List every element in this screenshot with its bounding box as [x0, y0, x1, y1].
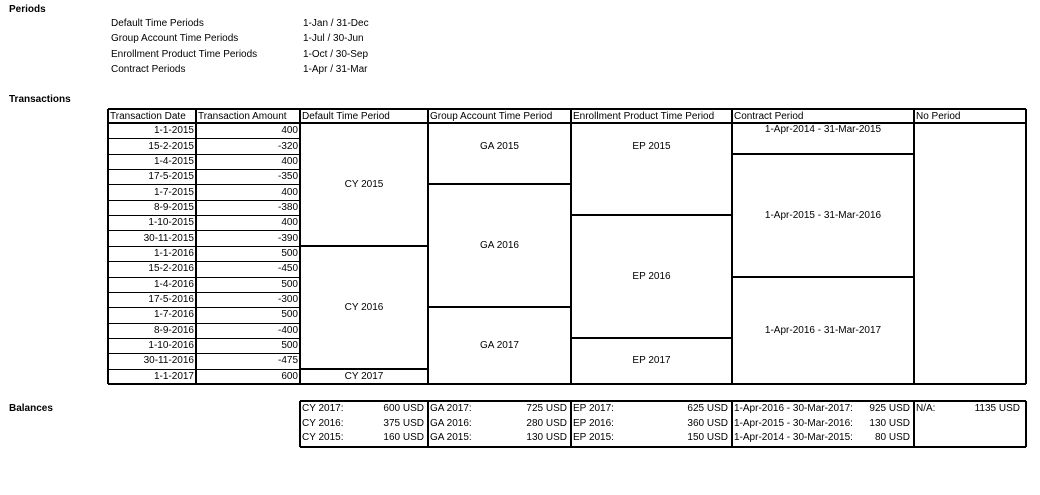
column-header: Transaction Date [110, 110, 186, 122]
balance-label: CY 2015: [302, 432, 344, 443]
periods-title: Periods [9, 4, 46, 15]
grid-line [108, 108, 1026, 110]
balance-label: EP 2017: [573, 403, 614, 414]
grid-line [196, 277, 300, 278]
grid-line [196, 184, 300, 185]
balance-label: 1-Apr-2016 - 30-Mar-2017: [734, 403, 853, 414]
transaction-amount: -400 [277, 324, 298, 336]
transaction-amount: -320 [277, 140, 298, 152]
balances-title: Balances [9, 403, 53, 414]
transaction-amount: 500 [281, 309, 298, 321]
grid-line [108, 323, 196, 324]
balance-label: 1-Apr-2015 - 30-Mar-2016: [734, 417, 853, 429]
transaction-amount: 500 [281, 247, 298, 259]
balance-amount: 925 USD [869, 403, 910, 414]
transaction-date: 8-9-2016 [153, 324, 194, 336]
column-header: Transaction Amount [198, 110, 287, 122]
transaction-date: 1-4-2016 [153, 278, 194, 290]
grid-line [108, 122, 1026, 124]
grid-line [196, 353, 300, 354]
grid-line [196, 369, 300, 370]
grid-line [570, 109, 572, 384]
period-block: EP 2017 [632, 355, 671, 367]
balance-amount: 375 USD [383, 417, 424, 429]
period-block: EP 2016 [632, 271, 671, 283]
transaction-date: 1-7-2015 [153, 186, 194, 198]
transaction-date: 1-7-2016 [153, 309, 194, 321]
grid-line [300, 400, 1026, 402]
grid-line [196, 323, 300, 324]
transaction-amount: 400 [281, 155, 298, 167]
grid-line [108, 230, 196, 231]
transaction-date: 1-10-2016 [148, 340, 194, 352]
grid-line [108, 215, 196, 216]
transaction-date: 30-11-2016 [143, 355, 194, 367]
grid-line [196, 200, 300, 201]
transaction-date: 1-4-2015 [153, 155, 194, 167]
transaction-amount: -300 [277, 294, 298, 306]
grid-line [300, 245, 428, 247]
transaction-date: 1-1-2016 [153, 247, 194, 259]
period-block: 1-Apr-2014 - 31-Mar-2015 [764, 124, 882, 135]
grid-line [195, 109, 197, 384]
transaction-date: 1-1-2015 [153, 125, 194, 137]
grid-line [299, 109, 301, 384]
balance-amount: 130 USD [526, 432, 567, 443]
transactions-title: Transactions [9, 94, 71, 105]
grid-line [108, 154, 196, 155]
balance-label: GA 2015: [430, 432, 472, 443]
balance-label: EP 2016: [573, 417, 614, 429]
grid-line [108, 353, 196, 354]
grid-line [299, 401, 301, 447]
period-value: 1-Oct / 30-Sep [303, 48, 369, 60]
period-block: GA 2016 [480, 240, 519, 252]
balance-label: CY 2016: [302, 417, 344, 429]
column-header: Default Time Period [302, 110, 390, 122]
transaction-amount: 400 [281, 217, 298, 229]
transaction-amount: -350 [277, 171, 298, 183]
grid-line [1025, 109, 1027, 384]
grid-line [196, 307, 300, 308]
transaction-date: 15-2-2016 [148, 263, 194, 275]
transaction-amount: -390 [277, 232, 298, 244]
transaction-date: 1-10-2015 [148, 217, 194, 229]
balance-amount: 150 USD [687, 432, 728, 443]
balance-amount: 130 USD [869, 417, 910, 429]
grid-line [196, 230, 300, 231]
grid-line [108, 246, 196, 247]
period-value: 1-Jul / 30-Jun [303, 33, 364, 45]
grid-line [427, 109, 429, 384]
column-header: Enrollment Product Time Period [573, 110, 715, 122]
grid-line [570, 401, 572, 447]
column-header: Contract Period [734, 110, 804, 122]
transaction-amount: 400 [281, 186, 298, 198]
grid-line [731, 109, 733, 384]
period-block: GA 2017 [480, 340, 519, 352]
period-value: 1-Jan / 31-Dec [303, 18, 369, 29]
grid-line [427, 401, 429, 447]
balance-label: EP 2015: [573, 432, 614, 443]
grid-line [196, 246, 300, 247]
period-label: Default Time Periods [111, 18, 204, 29]
period-value: 1-Apr / 31-Mar [303, 63, 368, 75]
period-label: Enrollment Product Time Periods [111, 48, 258, 60]
balance-amount: 625 USD [687, 403, 728, 414]
transaction-amount: 500 [281, 340, 298, 352]
balance-amount: 1135 USD [974, 403, 1020, 414]
grid-line [571, 214, 732, 216]
balance-label: 1-Apr-2014 - 30-Mar-2015: [734, 432, 853, 443]
balance-amount: 360 USD [687, 417, 728, 429]
grid-line [108, 383, 1026, 385]
grid-line [300, 368, 428, 370]
balance-label: GA 2016: [430, 417, 472, 429]
grid-line [108, 184, 196, 185]
transaction-amount: 500 [281, 278, 298, 290]
grid-line [196, 138, 300, 139]
period-block: GA 2015 [480, 140, 519, 152]
grid-line [196, 261, 300, 262]
grid-line [732, 276, 914, 278]
grid-line [300, 446, 1026, 448]
grid-line [731, 401, 733, 447]
grid-line [428, 183, 571, 185]
grid-line [108, 292, 196, 293]
period-block: EP 2015 [632, 140, 671, 152]
grid-line [196, 154, 300, 155]
grid-line [913, 401, 915, 447]
period-block: CY 2015 [344, 178, 384, 190]
grid-line [196, 215, 300, 216]
transaction-amount: 400 [281, 125, 298, 137]
balance-amount: 725 USD [526, 403, 567, 414]
transaction-date: 15-2-2015 [148, 140, 194, 152]
period-block: CY 2017 [344, 370, 384, 382]
grid-line [108, 169, 196, 170]
transaction-date: 1-1-2017 [153, 370, 194, 382]
grid-line [108, 338, 196, 339]
grid-line [107, 109, 109, 384]
transaction-date: 17-5-2016 [148, 294, 194, 306]
grid-line [108, 261, 196, 262]
grid-line [571, 337, 732, 339]
transaction-date: 17-5-2015 [148, 171, 194, 183]
grid-line [196, 338, 300, 339]
transaction-amount: -380 [277, 201, 298, 213]
grid-line [428, 306, 571, 308]
period-block: 1-Apr-2016 - 31-Mar-2017 [764, 324, 882, 336]
column-header: Group Account Time Period [430, 110, 553, 122]
balance-label: CY 2017: [302, 403, 344, 414]
balance-amount: 280 USD [526, 417, 567, 429]
balance-amount: 160 USD [383, 432, 424, 443]
period-label: Group Account Time Periods [111, 33, 239, 45]
grid-line [1025, 401, 1027, 447]
grid-line [108, 369, 196, 370]
grid-line [108, 307, 196, 308]
transaction-date: 8-9-2015 [153, 201, 194, 213]
balance-label: GA 2017: [430, 403, 472, 414]
grid-line [108, 138, 196, 139]
balance-label: N/A: [916, 403, 936, 414]
balance-amount: 600 USD [383, 403, 424, 414]
grid-line [196, 169, 300, 170]
transaction-amount: -475 [277, 355, 298, 367]
grid-line [196, 292, 300, 293]
grid-line [108, 277, 196, 278]
grid-line [732, 153, 914, 155]
grid-line [108, 200, 196, 201]
transaction-amount: -450 [277, 263, 298, 275]
period-label: Contract Periods [111, 63, 186, 75]
period-block: CY 2016 [344, 301, 384, 313]
transaction-amount: 600 [281, 370, 298, 382]
grid-line [913, 109, 915, 384]
column-header: No Period [916, 110, 961, 122]
transaction-date: 30-11-2015 [143, 232, 194, 244]
period-block: 1-Apr-2015 - 31-Mar-2016 [764, 209, 882, 221]
balance-amount: 80 USD [874, 432, 910, 443]
